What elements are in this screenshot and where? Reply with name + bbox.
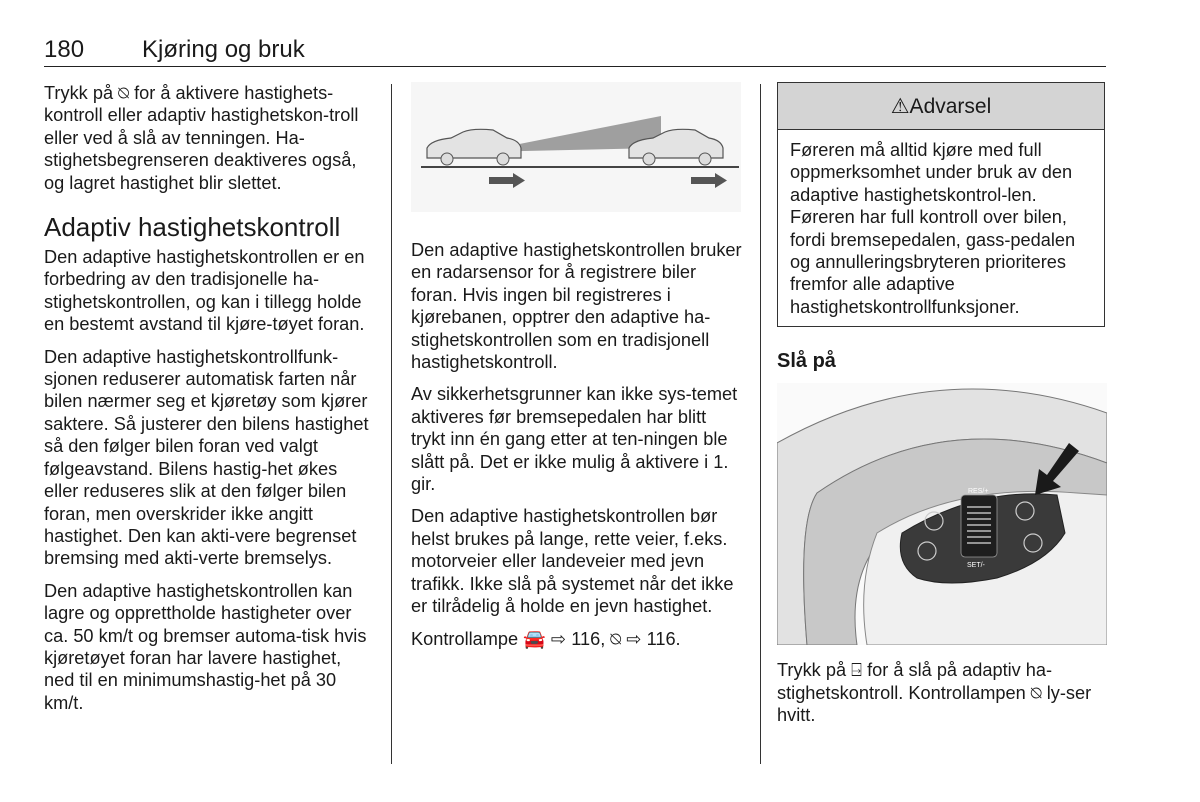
paragraph: Av sikkerhetsgrunner kan ikke sys-temet aktiveres før bremsepedalen har blitt trykt inn én gang etter at ten-ningen ble slått på. Det er ikke mulig å aktivere i 1. gir. (411, 384, 738, 495)
warning-box (777, 82, 1105, 327)
indicator-reference: Kontrollampe 🚘 ⇨ 116, ⍉ ⇨ 116. (411, 628, 681, 649)
column-divider-2 (760, 84, 761, 764)
intro-paragraph: Trykk på ⍉ for å aktivere hastighets-kontroll eller adaptiv hastighetskon-troll eller ved å slå av tenningen. Ha-stighetsbegrenseren deaktiveres også, og lagret hastighet blir slettet. (44, 83, 359, 193)
section-heading: Adaptiv hastighetskontroll (44, 212, 341, 243)
column-3 (777, 82, 1107, 736)
column-divider-1 (391, 84, 392, 764)
column-1 (44, 82, 374, 724)
paragraph: Den adaptive hastighetskontrollen er en forbedring av den tradisjonelle ha-stighetskontrollen, og kan i tillegg holde en bestemt avstand til kjøre-tøyet foran. (44, 247, 365, 335)
paragraph: Trykk på ⍈ for å slå på adaptiv ha-stighetskontroll. Kontrollampen ⍉ ly-ser hvitt. (777, 660, 1092, 726)
page-number: 180 (44, 36, 85, 63)
thumbwheel (961, 495, 997, 557)
set-label: SET/- (967, 562, 985, 570)
paragraph: Den adaptive hastighetskontrollen bruker en radarsensor for å registrere biler foran. Hvis ingen bil registreres i kjørebanen, opptrer den adaptive ha-stighetskontrollen som en tradisjonell hastighetskontroll. (411, 240, 742, 373)
steering-wheel-illustration (777, 383, 1107, 645)
paragraph: Den adaptive hastighetskontrollen kan lagre og opprettholde hastigheter over ca. 50 km/t og bremser automa-tisk hvis kjøretøyet foran har lavere hastighet, ned til en minimumshastig-het på 30 km/t. (44, 580, 367, 713)
page-title: Kjøring og bruk (142, 36, 305, 63)
warning-title: ⚠Advarsel (778, 83, 1104, 130)
subsection-heading: Slå på (777, 350, 836, 373)
warning-text: Føreren må alltid kjøre med full oppmerksomhet under bruk av den adaptive hastighetskontrol-len. Føreren har full kontroll over bilen, fordi bremsepedalen, gass-pedalen og annulleringsbryteren prioriteres fremfor alle adaptive hastighetskontrollfunksjoner. (790, 140, 1076, 317)
paragraph: Den adaptive hastighetskontrollen bør helst brukes på lange, rette veier, f.eks. motorveier eller landeveier med jevn trafikk. Ikke slå på systemet når det ikke er tilrådelig å holde en jevn hastighet. (411, 506, 734, 617)
radar-illustration (411, 82, 741, 212)
paragraph: Den adaptive hastighetskontrollfunk-sjonen reduserer automatisk farten når bilen nærmer seg et kjøretøy som kjører saktere. Så justerer den bilens hastighet så den følger bilen foran ved valgt følgeavstand. Bilens hastig-het økes eller reduseres slik at den følger bilen foran, men overskrider ikke angitt hastighet. Den kan akti-vere begrenset bremsing med akti-verte bremselys. (44, 346, 369, 569)
column-2 (411, 82, 743, 660)
page-header (44, 36, 1106, 67)
res-label: RES/+ (968, 488, 989, 496)
